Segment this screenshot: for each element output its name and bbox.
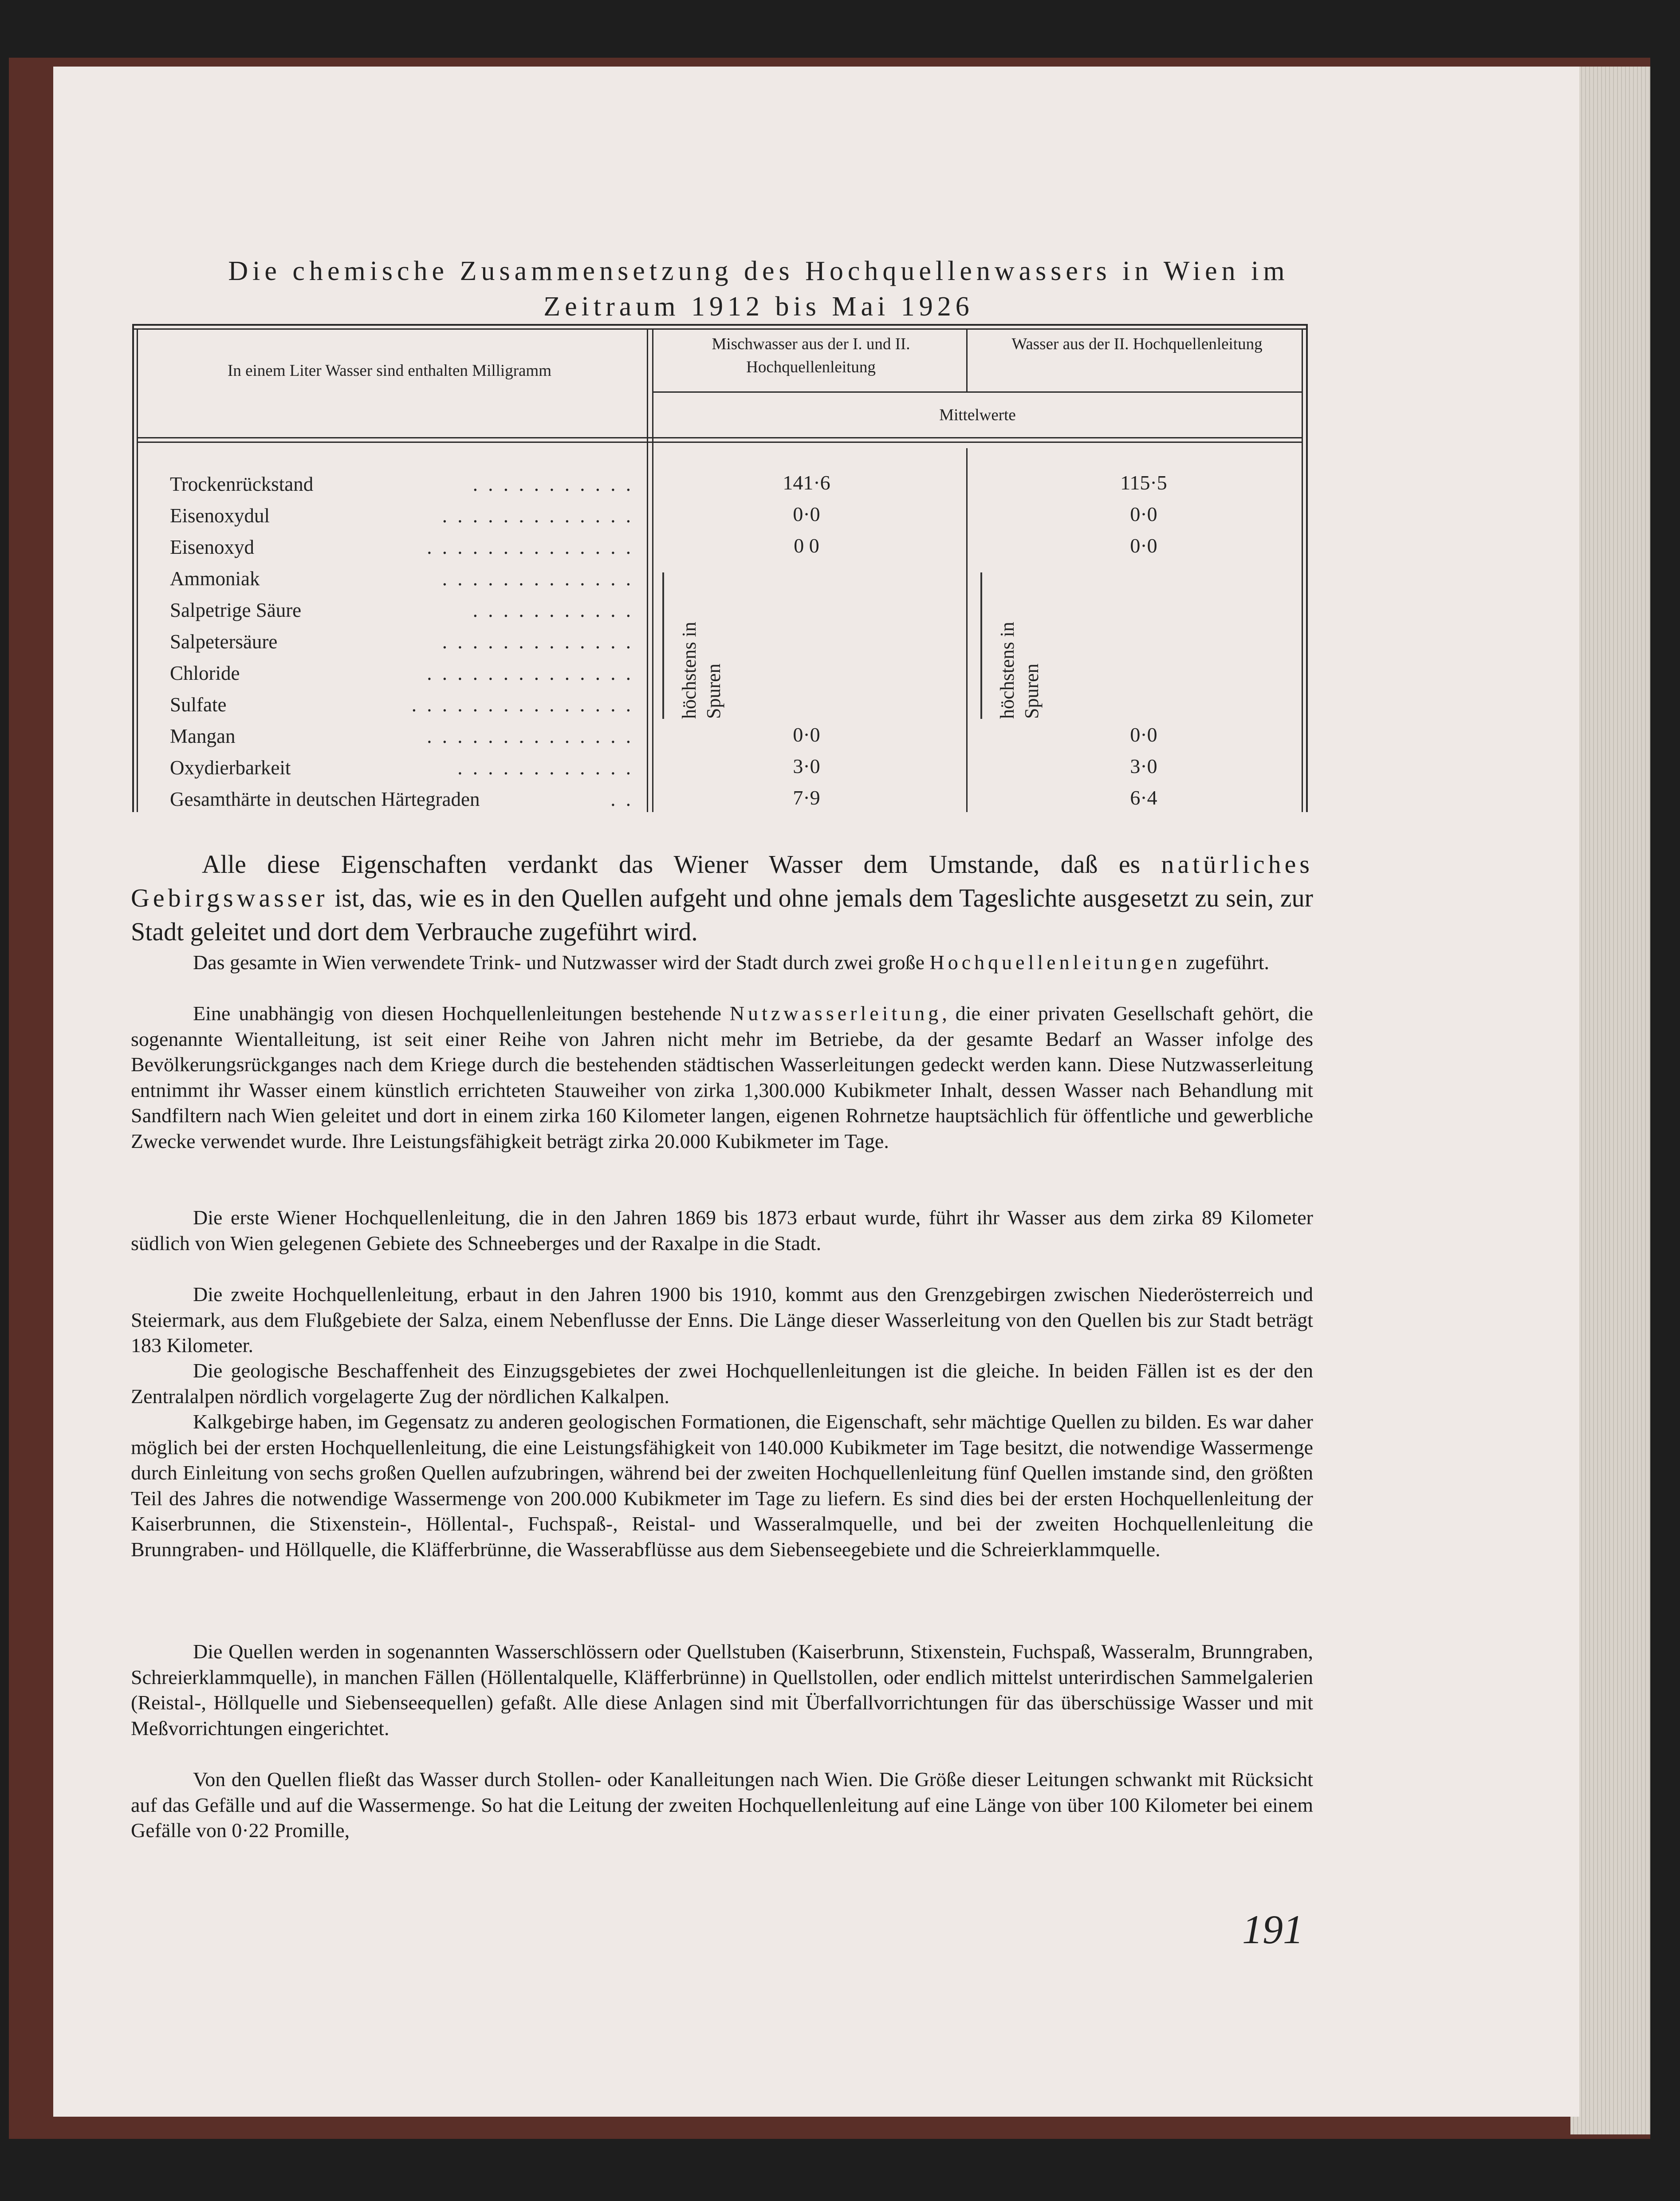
paragraph-5: Die zweite Hochquellenleitung, erbaut in den Jahren 1900 bis 1910, kommt aus den Grenzgebirgen zwischen Niederösterreich und Steiermark, aus dem Flußgebiete der Salza, einem Nebenflusse der Enns. Die Länge dieser Wasserleitung von den Quellen bis zur Stadt beträgt 183 Kilometer. xyxy=(131,1283,1313,1357)
composition-table xyxy=(132,324,1308,812)
value-wasser-ii-gesamthaerte: 6·4 xyxy=(1130,786,1157,809)
page-number: 191 xyxy=(1242,1907,1303,1952)
row-dots: . . . . . . . . . . . . xyxy=(457,757,633,779)
paragraph-2-spaced: Hochquellenleitungen xyxy=(929,951,1181,974)
row-dots: . . . . . . . . . . . . . . . xyxy=(411,694,633,716)
paragraph-7: Kalkgebirge haben, im Gegensatz zu anderen geologischen Formationen, die Eigenschaft, sehr mächtige Quellen zu bilden. Es war daher möglich bei der ersten Hochquellenleitung, die eine Leistungsfähigkeit von 140.000 Kubikmeter im Tage besitzt, die notwendige Wassermenge durch Einleitung von sechs großen Quellen aufzubringen, während bei der zweiten Hochquellenleitung fünf Quellen imstande sind, den größten Teil des Jahres die notwendige Wassermenge von 200.000 Kubikmeter im Tage zu liefern. Es sind dies bei der ersten Hochquellenleitung der Kaiserbrunnen, die Stixenstein-, Höllental-, Fuchspaß-, Reistal- und Wasseralmquelle, und bei der zweiten Hochquellenleitung die Brunngraben- und Höllquelle, die Kläfferbrünne, die Wasserabflüsse aus dem Siebenseegebiete und die Schreierklammquelle. xyxy=(131,1410,1313,1561)
row-dots: . . xyxy=(610,788,633,810)
row-dots: . . . . . . . . . . . . . xyxy=(442,505,633,527)
row-label-salpetersaeure: Salpetersäure xyxy=(170,631,278,653)
title-line-1: Die chemische Zusammensetzung des Hochquellenwassers in Wien im xyxy=(228,256,1289,286)
paragraph-3-spaced: Nutzwasserleitung xyxy=(729,1002,942,1025)
paragraph-2 xyxy=(131,950,1313,975)
row-dots: . . . . . . . . . . . . . . xyxy=(427,536,633,558)
paragraph-4: Die erste Wiener Hochquellenleitung, die in den Jahren 1869 bis 1873 erbaut wurde, führt ihr Wasser aus dem zirka 89 Kilometer südlich von Wien gelegenen Gebiete des Schneeberges und der Raxalpe in die Stadt. xyxy=(131,1206,1313,1254)
row-label-eisenoxyd: Eisenoxyd xyxy=(170,536,254,558)
title-line-2: Zeitraum 1912 bis Mai 1926 xyxy=(543,292,974,322)
page-stack-edge xyxy=(1570,67,1650,2134)
brace-traces-col1 xyxy=(662,572,664,719)
value-mischwasser-eisenoxyd: 0 0 xyxy=(794,534,819,557)
paragraph-8: Die Quellen werden in sogenannten Wasserschlössern oder Quellstuben (Kaiserbrunn, Stixenstein, Fuchspaß, Wasseralm, Brunngraben, Schreierklammquelle), in manchen Fällen (Höllentalquelle, Kläfferbrünne) in Quellstollen, oder endlich mittelst unterirdischen Sammelgalerien (Reistal-, Höllquelle und Siebenseequellen) gefaßt. Alle diese Anlagen sind mit Überfallvorrichtungen für das überschüssige Wasser und mit Meßvorrichtungen eingerichtet. xyxy=(131,1640,1313,1740)
paragraph-3-text-a: Eine unabhängig von diesen Hochquellenleitungen bestehende xyxy=(193,1002,730,1025)
paragraph-3-text-b: , die einer privaten Gesellschaft gehört, die sogenannte Wientalleitung, ist seit einer Reihe von Jahren nicht mehr im Betriebe, da der gesamte Bedarf an Wasser infolge des Bevölkerungsrückganges nach dem Kriege durch die bestehenden städtischen Wasserleitungen gedeckt werden kann. Diese Nutzwasserleitung entnimmt ihr Wasser einem künstlich errichteten Stauweiher von zirka 1,300.000 Kubikmeter Inhalt, dessen Wasser nach Behandlung mit Sandfiltern nach Wien geleitet und dort in einem zirka 160 Kilometer langen, eigenen Rohrnetze hauptsächlich für öffentliche und gewerbliche Zwecke verwendet wurde. Ihre Leistungsfähigkeit beträgt zirka 20.000 Kubikmeter im Tage. xyxy=(131,1002,1313,1152)
table-border-top xyxy=(132,324,1308,326)
traces-label-col1 xyxy=(677,572,726,719)
row-dots: . . . . . . . . . . . . . . xyxy=(427,662,633,684)
header-mittelwerte: Mittelwerte xyxy=(939,406,1016,424)
column-separator-2-header xyxy=(966,328,968,391)
row-dots: . . . . . . . . . . . . . xyxy=(442,631,633,653)
value-wasser-ii-eisenoxyd: 0·0 xyxy=(1130,534,1157,557)
row-label-ammoniak: Ammoniak xyxy=(170,568,260,590)
row-label-chloride: Chloride xyxy=(170,662,240,684)
table-border-left xyxy=(132,324,134,812)
row-dots: . . . . . . . . . . . xyxy=(472,473,633,495)
paragraph-6: Die geologische Beschaffenheit des Einzugsgebietes der zwei Hochquellenleitungen ist die gleiche. In beiden Fällen ist es der den Zentralalpen nördlich vorgelagerte Zug der nördlichen Kalkalpen. xyxy=(131,1359,1313,1408)
paragraph-2-text-a: Das gesamte in Wien verwendete Trink- und Nutzwasser wird der Stadt durch zwei große xyxy=(193,951,925,974)
subheader-line xyxy=(653,391,1302,393)
column-separator-2-body xyxy=(966,448,968,812)
paragraph-1-spaced: natürliches Gebirgswasser xyxy=(131,850,1313,912)
paragraph-1-text-b: ist, das, wie es in den Quellen aufgeht und ohne jemals dem Tageslichte ausgesetzt zu sein, zur Stadt geleitet und dort dem Verbrauche zugeführt wird. xyxy=(131,884,1313,946)
row-label-eisenoxydul: Eisenoxydul xyxy=(170,505,270,527)
row-label-trockenrueckstand: Trockenrückstand xyxy=(170,473,314,495)
row-label-sulfate: Sulfate xyxy=(170,694,227,716)
traces-label-col2 xyxy=(995,572,1044,719)
row-dots: . . . . . . . . . . . xyxy=(472,599,633,621)
header-wasser-ii: Wasser aus der II. Hochquellenleitung xyxy=(1011,335,1263,353)
row-label-mangan: Mangan xyxy=(170,725,236,747)
value-mischwasser-oxydierbarkeit: 3·0 xyxy=(793,755,820,777)
traces-line-2: Spuren xyxy=(1021,663,1043,719)
paragraph-1 xyxy=(131,848,1313,949)
table-border-right-inner xyxy=(1302,328,1303,812)
paragraph-2-text-b: zugeführt. xyxy=(1180,951,1270,974)
traces-line-1: höchstens in xyxy=(996,622,1018,719)
brace-traces-col2 xyxy=(980,572,982,719)
table-border-right xyxy=(1306,324,1308,812)
value-mischwasser-eisenoxydul: 0·0 xyxy=(793,503,820,525)
traces-line-1: höchstens in xyxy=(678,622,700,719)
table-border-left-inner xyxy=(137,328,138,812)
value-wasser-ii-eisenoxydul: 0·0 xyxy=(1130,503,1157,525)
column-separator-1 xyxy=(647,328,648,812)
header-milligram: In einem Liter Wasser sind enthalten Milligramm xyxy=(228,362,551,380)
header-bottom-line xyxy=(137,437,1302,438)
paragraph-9: Von den Quellen fließt das Wasser durch Stollen- oder Kanalleitungen nach Wien. Die Größe dieser Leitungen schwankt mit Rücksicht auf das Gefälle und auf die Wassermenge. So hat die Leitung der zweiten Hochquellenleitung auf eine Länge von über 100 Kilometer bei einem Gefälle von 0·22 Promille, xyxy=(131,1768,1313,1842)
value-mischwasser-trockenrueckstand: 141·6 xyxy=(783,471,830,494)
value-wasser-ii-oxydierbarkeit: 3·0 xyxy=(1130,755,1157,777)
row-dots: . . . . . . . . . . . . . . xyxy=(427,725,633,747)
value-mischwasser-mangan: 0·0 xyxy=(793,723,820,746)
row-label-oxydierbarkeit: Oxydierbarkeit xyxy=(170,757,291,779)
row-label-gesamthaerte: Gesamthärte in deutschen Härtegraden xyxy=(170,788,480,810)
row-dots: . . . . . . . . . . . . . xyxy=(442,568,633,590)
row-label-salpetrige-saeure: Salpetrige Säure xyxy=(170,599,302,621)
header-bottom-line-inner xyxy=(137,442,1302,443)
value-wasser-ii-trockenrueckstand: 115·5 xyxy=(1120,471,1167,494)
column-separator-1b xyxy=(652,328,653,812)
paragraph-3 xyxy=(131,1001,1313,1154)
header-mischwasser: Mischwasser aus der I. und II. Hochquellenleitung xyxy=(712,335,910,376)
value-wasser-ii-mangan: 0·0 xyxy=(1130,723,1157,746)
value-mischwasser-gesamthaerte: 7·9 xyxy=(793,786,820,809)
paragraph-1-text-a: Alle diese Eigenschaften verdankt das Wiener Wasser dem Umstande, daß es xyxy=(202,850,1141,879)
traces-line-2: Spuren xyxy=(703,663,724,719)
table-border-top-inner xyxy=(132,328,1308,330)
book-page xyxy=(53,67,1579,2117)
